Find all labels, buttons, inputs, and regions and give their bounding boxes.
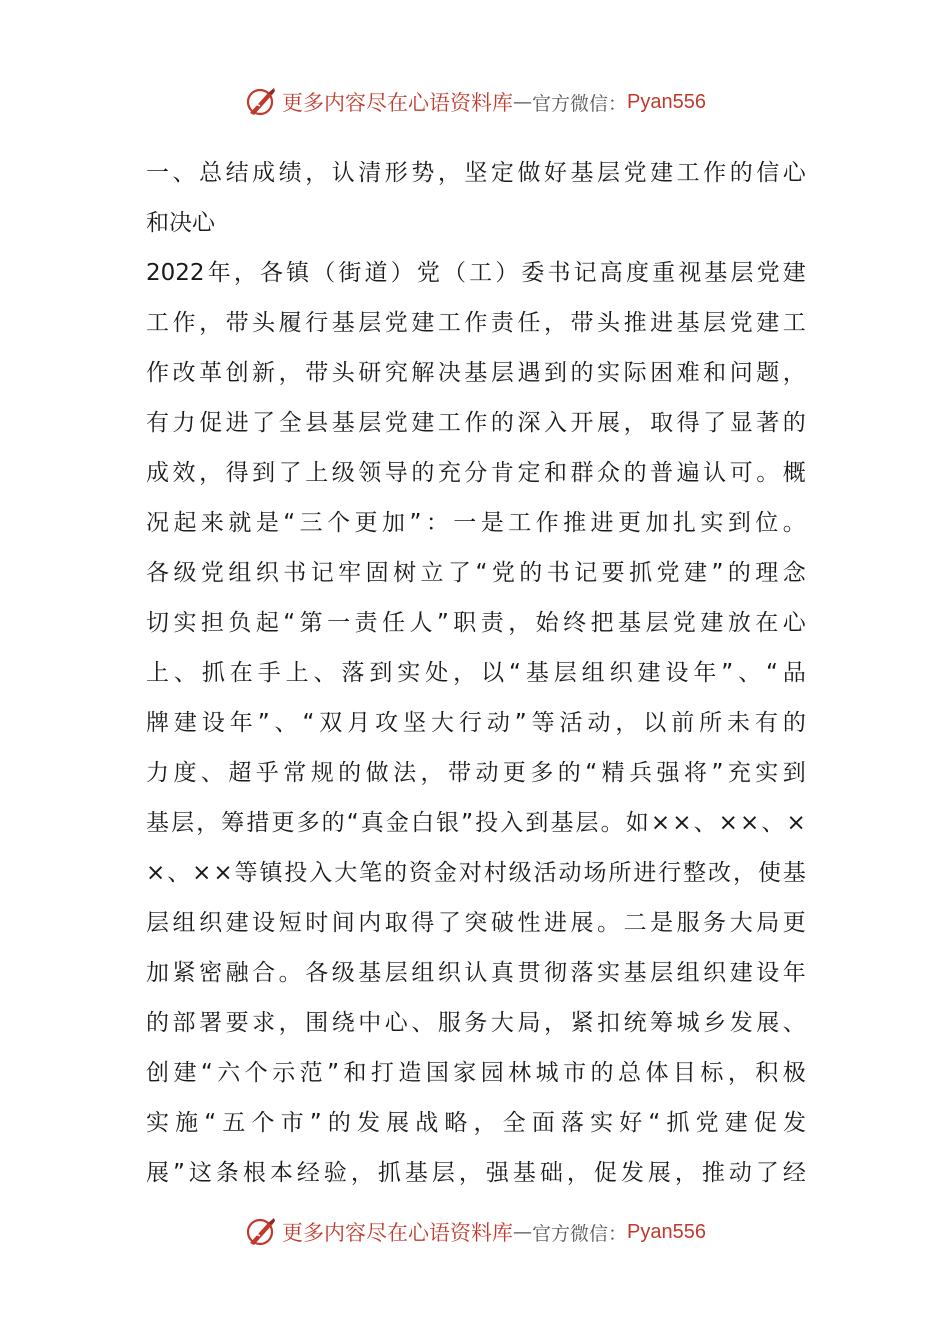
- body-line: 2022 年 ， 各 镇 （ 街 道 ） 党 （ 工 ） 委 书 记 高 度 重 视 基 层 党 建: [146, 260, 806, 286]
- heading-line: 和 决 心: [146, 210, 215, 236]
- watermark-id: Pyan556: [627, 90, 706, 113]
- body-line: 况 起 来 就 是 “ 三 个 更 加 ” ： 一 是 工 作 推 进 更 加 扎 实 到 位 。: [146, 510, 806, 536]
- header-watermark: [0, 82, 950, 122]
- body-line: 各 级 党 组 织 书 记 牢 固 树 立 了 “ 党 的 书 记 要 抓 党 建 ” 的 理 念: [146, 560, 806, 586]
- body-line: 展 ” 这 条 根 本 经 验 ， 抓 基 层 ， 强 基 础 ， 促 发 展 ， 推 动 了 经: [146, 1160, 806, 1186]
- body-line: 切 实 担 负 起 “ 第 一 责 任 人 ” 职 责 ， 始 终 把 基 层 党 建 放 在 心: [146, 610, 806, 636]
- body-line: 成 效 ， 得 到 了 上 级 领 导 的 充 分 肯 定 和 群 众 的 普 遍 认 可 。 概: [146, 460, 806, 486]
- body-line: 创 建 “ 六 个 示 范 ” 和 打 造 国 家 园 林 城 市 的 总 体 目 标 ， 积 极: [146, 1060, 806, 1086]
- footer-watermark: [0, 1212, 950, 1252]
- watermark-text: 更多内容尽在心语资料库: [282, 91, 513, 115]
- body-line: 的 部 署 要 求 ， 围 绕 中 心 、 服 务 大 局 ， 紧 扣 统 筹 城 乡 发 展 、: [146, 1010, 806, 1036]
- body-line: 实 施 “ 五 个 市 ” 的 发 展 战 略 ， 全 面 落 实 好 “ 抓 党 建 促 发: [146, 1110, 806, 1136]
- pen-logo-icon: [244, 1215, 278, 1249]
- heading-line: 一 、 总 结 成 绩 ， 认 清 形 势 ， 坚 定 做 好 基 层 党 建 工 作 的 信 心: [146, 160, 806, 186]
- watermark-dash: —: [513, 1221, 532, 1243]
- body-line: 力 度 、 超 乎 常 规 的 做 法 ， 带 动 更 多 的 “ 精 兵 强 将 ” 充 实 到: [146, 760, 806, 786]
- body-line: 作 改 革 创 新 ， 带 头 研 究 解 决 基 层 遇 到 的 实 际 困 难 和 问 题 ，: [146, 360, 806, 386]
- watermark-label: 官方微信：: [532, 1222, 628, 1245]
- document-body: [146, 148, 806, 1198]
- body-line: 牌 建 设 年 ” 、 “ 双 月 攻 坚 大 行 动 ” 等 活 动 ， 以 前 所 未 有 的: [146, 710, 806, 736]
- body-line: 工 作 ， 带 头 履 行 基 层 党 建 工 作 责 任 ， 带 头 推 进 基 层 党 建 工: [146, 310, 806, 336]
- body-line: × 、 × × 等 镇 投 入 大 笔 的 资 金 对 村 级 活 动 场 所 进 行 整 改 ， 使 基: [146, 860, 806, 886]
- body-line: 加 紧 密 融 合 。 各 级 基 层 组 织 认 真 贯 彻 落 实 基 层 组 织 建 设 年: [146, 960, 806, 986]
- pen-logo-icon: [244, 85, 278, 119]
- body-line: 有 力 促 进 了 全 县 基 层 党 建 工 作 的 深 入 开 展 ， 取 得 了 显 著 的: [146, 410, 806, 436]
- body-line: 上 、 抓 在 手 上 、 落 到 实 处 ， 以 “ 基 层 组 织 建 设 年 ” 、 “ 品: [146, 660, 806, 686]
- body-line: 基 层 ， 筹 措 更 多 的 “ 真 金 白 银 ” 投 入 到 基 层 。 如 × × 、 × × 、 ×: [146, 810, 806, 836]
- watermark-label: 官方微信：: [532, 92, 628, 115]
- watermark-dash: —: [513, 91, 532, 113]
- watermark-id: Pyan556: [627, 1220, 706, 1243]
- body-line: 层 组 织 建 设 短 时 间 内 取 得 了 突 破 性 进 展 。 二 是 服 务 大 局 更: [146, 910, 806, 936]
- watermark-text: 更多内容尽在心语资料库: [282, 1221, 513, 1245]
